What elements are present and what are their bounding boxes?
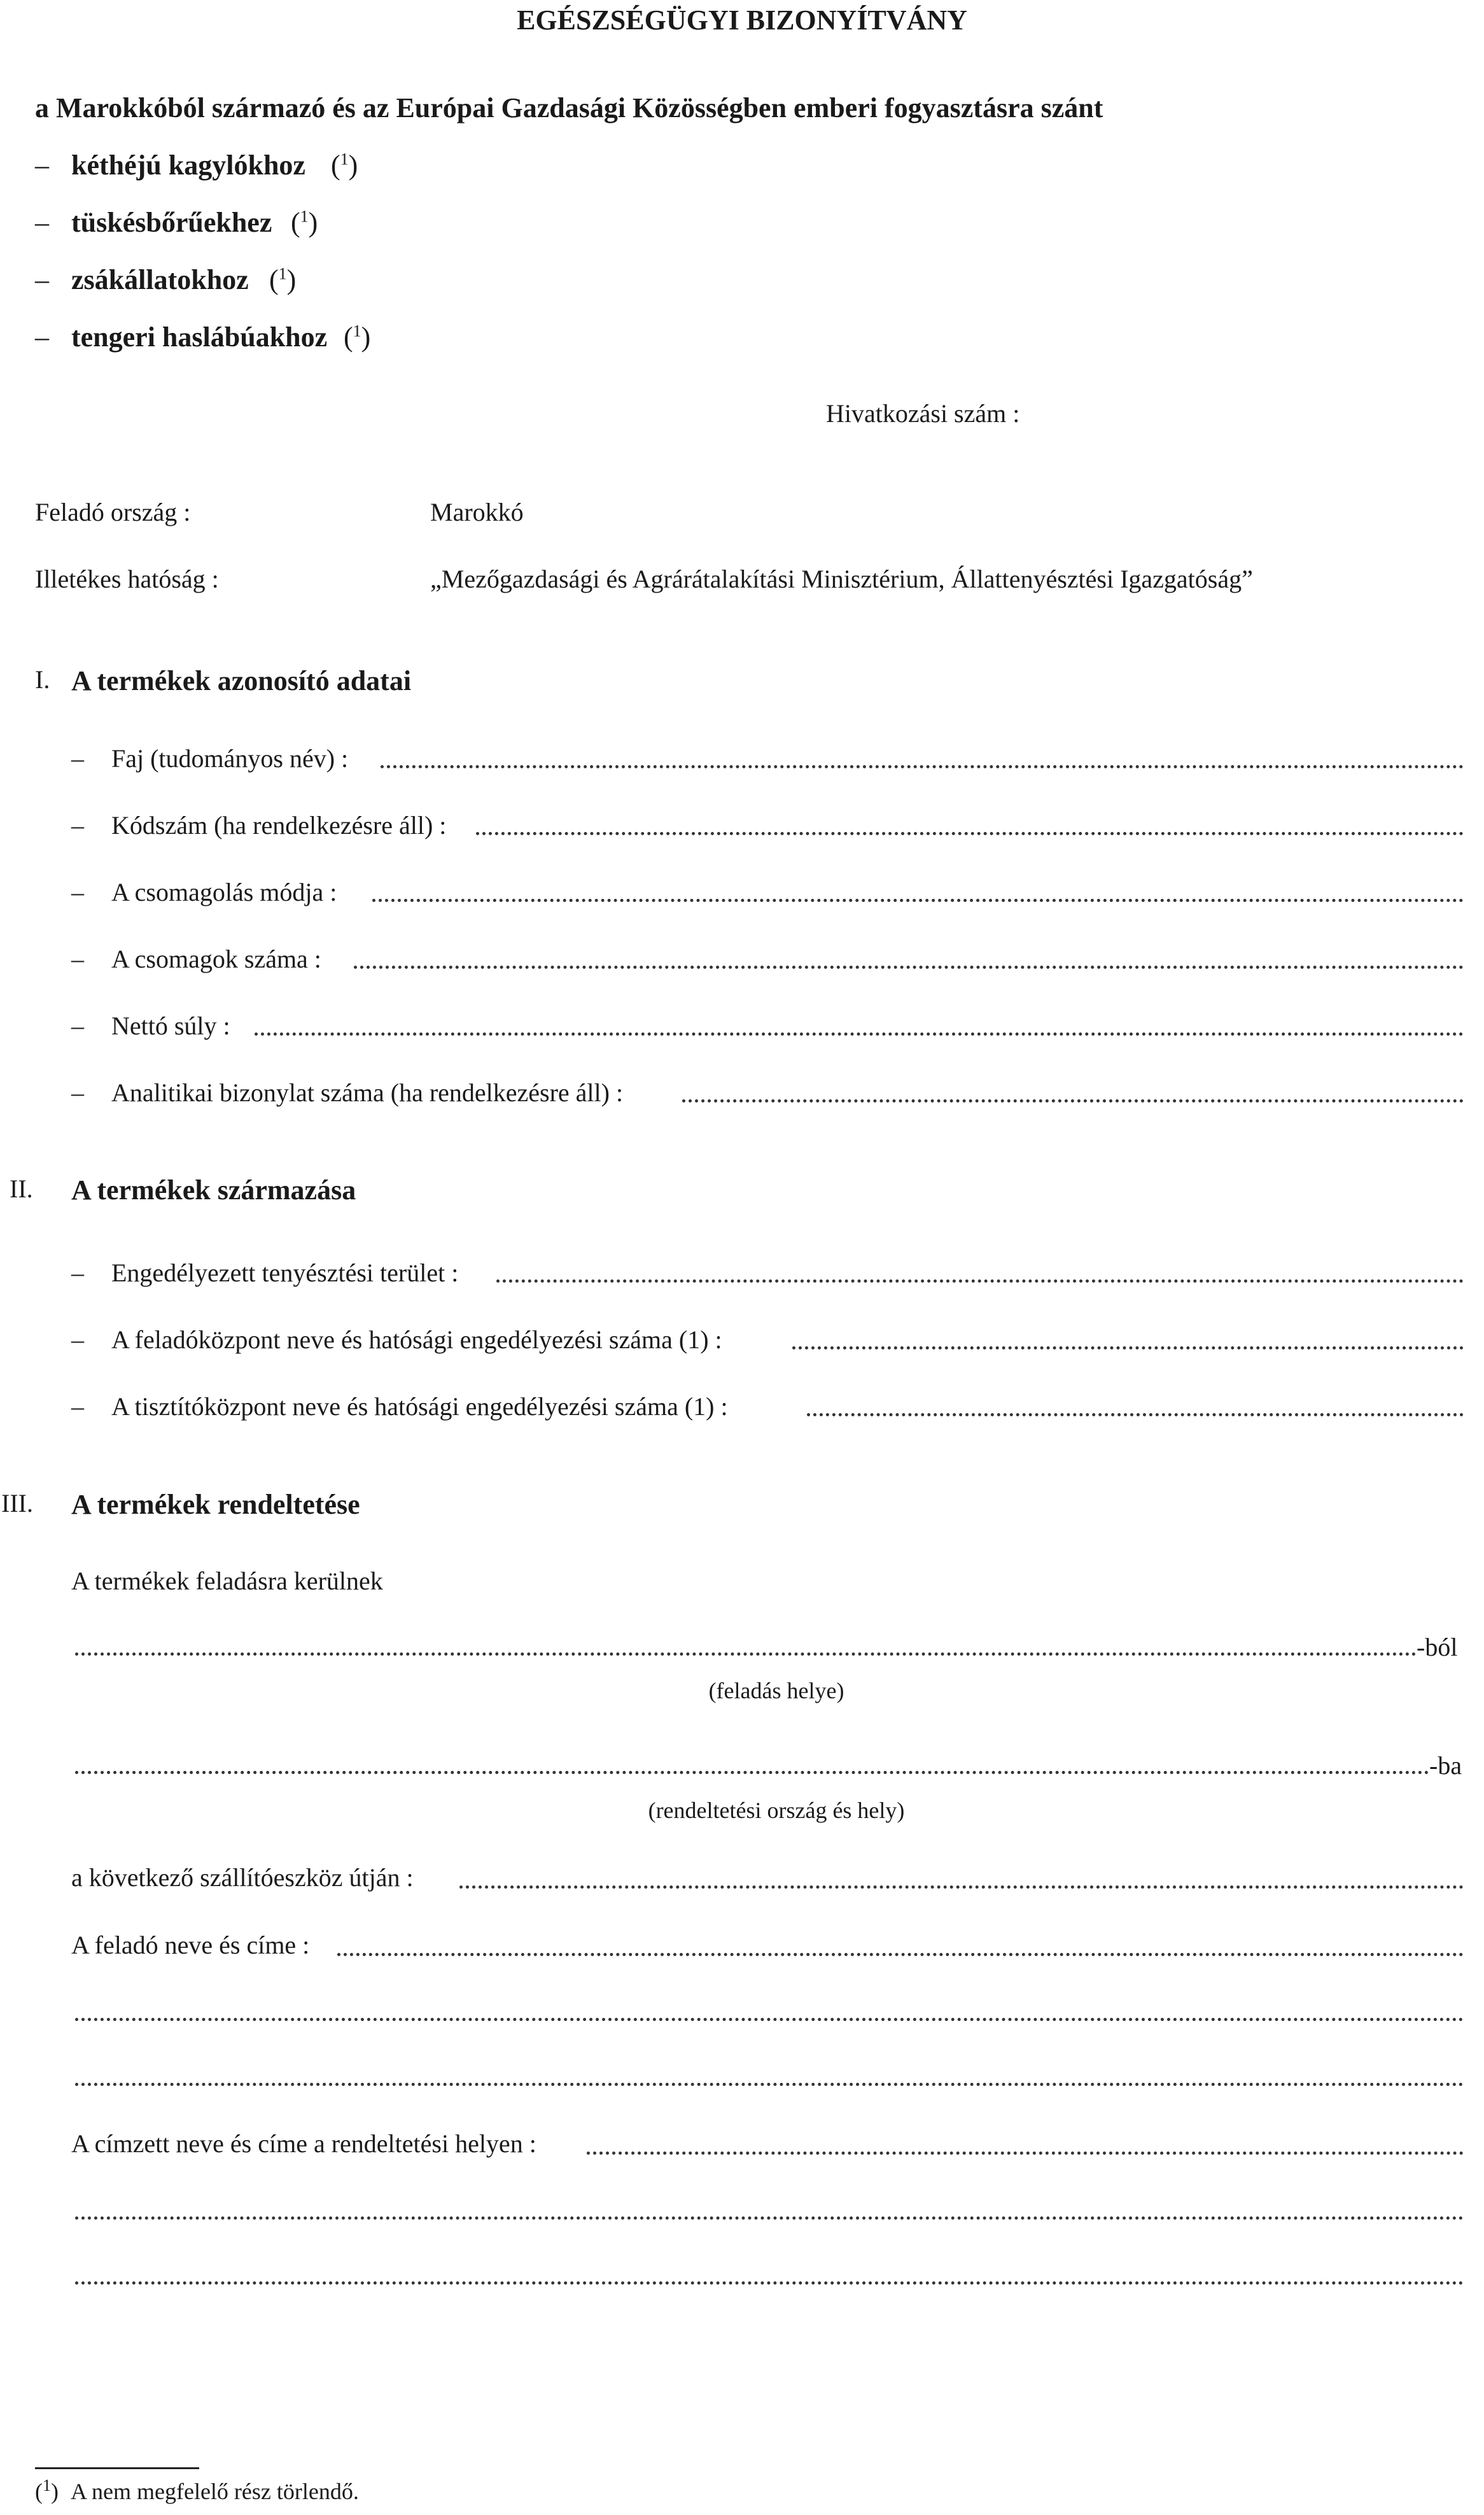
consignee-line[interactable] <box>75 2281 1464 2285</box>
consignee-label: A címzett neve és címe a rendeltetési helyen : <box>71 2129 536 2158</box>
list-dash: – <box>71 1078 84 1107</box>
product-type-label: zsákállatokhoz <box>71 264 249 295</box>
product-type-item <box>35 321 328 353</box>
consignor-line[interactable] <box>75 2018 1464 2021</box>
destination-line[interactable] <box>75 1771 1429 1774</box>
field-label: Engedélyezett tenyésztési terület : <box>111 1258 459 1287</box>
field-label: A csomagok száma : <box>111 945 321 973</box>
footnote-rule <box>35 2467 199 2469</box>
field-label: Kódszám (ha rendelkezésre áll) : <box>111 811 447 840</box>
list-dash: – <box>71 811 84 840</box>
field-row-dispatch-centre <box>0 1325 1484 1356</box>
field-row-packaging <box>0 877 1484 909</box>
product-type-item <box>35 207 272 238</box>
consignee-line[interactable] <box>75 2216 1464 2220</box>
transport-label: a következő szállítóeszköz útján : <box>71 1863 414 1892</box>
fill-in-line[interactable] <box>807 1413 1464 1416</box>
product-type-item <box>35 150 305 181</box>
list-dash: – <box>71 744 84 773</box>
list-dash: – <box>35 150 49 181</box>
product-type-ref: ($^1$) <box>269 264 297 295</box>
fill-in-line[interactable] <box>476 832 1464 835</box>
product-type-label: tengeri haslábúakhoz <box>71 321 328 353</box>
list-dash: – <box>35 207 49 238</box>
product-type-item <box>35 264 249 295</box>
footnote-text: A nem megfelelő rész törlendő. <box>71 2479 359 2504</box>
fill-in-line[interactable] <box>496 1279 1464 1283</box>
product-type-label: tüskésbőrűekhez <box>71 207 272 238</box>
field-row-harvest-area <box>0 1258 1484 1290</box>
product-type-label: kéthéjú kagylókhoz <box>71 150 305 181</box>
footnote <box>35 2476 359 2504</box>
section-2-number: II. <box>10 1174 33 1203</box>
list-dash: – <box>71 1392 84 1421</box>
consignor-line[interactable] <box>75 2083 1464 2086</box>
product-type-ref: ($^1$) <box>344 321 371 353</box>
section-1-title: A termékek azonosító adatai <box>71 665 412 696</box>
dispatch-place-caption: (feladás helye) <box>708 1678 844 1703</box>
field-row-analytical-report <box>0 1078 1484 1110</box>
section-3-number: III. <box>1 1489 33 1518</box>
field-label: Analitikai bizonylat száma (ha rendelkezésre áll) : <box>111 1078 624 1107</box>
list-dash: – <box>71 1258 84 1287</box>
field-label: A tisztítóközpont neve és hatósági engedélyezési száma (1) : <box>111 1392 728 1421</box>
consignor-country-label: Feladó ország : <box>35 498 191 526</box>
consignor-line[interactable] <box>337 1953 1464 1956</box>
fill-in-line[interactable] <box>792 1346 1464 1349</box>
field-row-purification-centre <box>0 1391 1484 1423</box>
fill-in-line[interactable] <box>682 1099 1464 1103</box>
field-row-code <box>0 810 1484 842</box>
section-1-number: I. <box>35 665 50 694</box>
fill-in-line[interactable] <box>372 899 1464 902</box>
consignee-line[interactable] <box>587 2152 1464 2155</box>
dispatch-place-line[interactable] <box>75 1652 1417 1656</box>
consignor-country-value: Marokkó <box>430 498 524 526</box>
footnote-marker: ($^1$) <box>35 2476 59 2504</box>
field-row-package-count <box>0 944 1484 976</box>
consignor-label: A feladó neve és címe : <box>71 1931 310 1959</box>
field-label: Nettó súly : <box>111 1011 230 1040</box>
fill-in-line[interactable] <box>381 765 1464 768</box>
destination-caption: (rendeltetési ország és hely) <box>648 1798 905 1823</box>
section-3-title: A termékek rendeltetése <box>71 1489 360 1520</box>
document-title: EGÉSZSÉGÜGYI BIZONYÍTVÁNY <box>517 4 967 36</box>
document-subtitle: a Marokkóból származó és az Európai Gazdasági Közösségben emberi fogyasztásra szánt <box>35 92 1103 123</box>
product-type-ref: ($^1$) <box>291 207 318 238</box>
field-label: A csomagolás módja : <box>111 878 337 906</box>
list-dash: – <box>71 1325 84 1354</box>
list-dash: – <box>71 1011 84 1040</box>
product-type-ref: ($^1$) <box>331 150 358 181</box>
competent-authority-value: „Mezőgazdasági és Agrárátalakítási Minisztérium, Állattenyésztési Igazgatóság” <box>430 565 1253 593</box>
list-dash: – <box>71 945 84 973</box>
fill-in-line[interactable] <box>255 1032 1464 1036</box>
fill-in-line[interactable] <box>354 966 1464 969</box>
transport-line[interactable] <box>459 1885 1464 1889</box>
dispatch-intro: A termékek feladásra kerülnek <box>71 1567 383 1595</box>
list-dash: – <box>35 264 49 295</box>
list-dash: – <box>35 321 49 353</box>
competent-authority-label: Illetékes hatóság : <box>35 565 219 593</box>
destination-suffix: -ba <box>1429 1751 1462 1780</box>
dispatch-from-suffix: -ból <box>1417 1633 1458 1661</box>
field-label: A feladóközpont neve és hatósági engedélyezési száma (1) : <box>111 1325 722 1354</box>
reference-number-label: Hivatkozási szám : <box>826 399 1020 428</box>
field-row-net-weight <box>0 1011 1484 1043</box>
list-dash: – <box>71 878 84 906</box>
field-label: Faj (tudományos név) : <box>111 744 349 773</box>
section-2-title: A termékek származása <box>71 1174 356 1206</box>
field-row-species <box>0 743 1484 775</box>
